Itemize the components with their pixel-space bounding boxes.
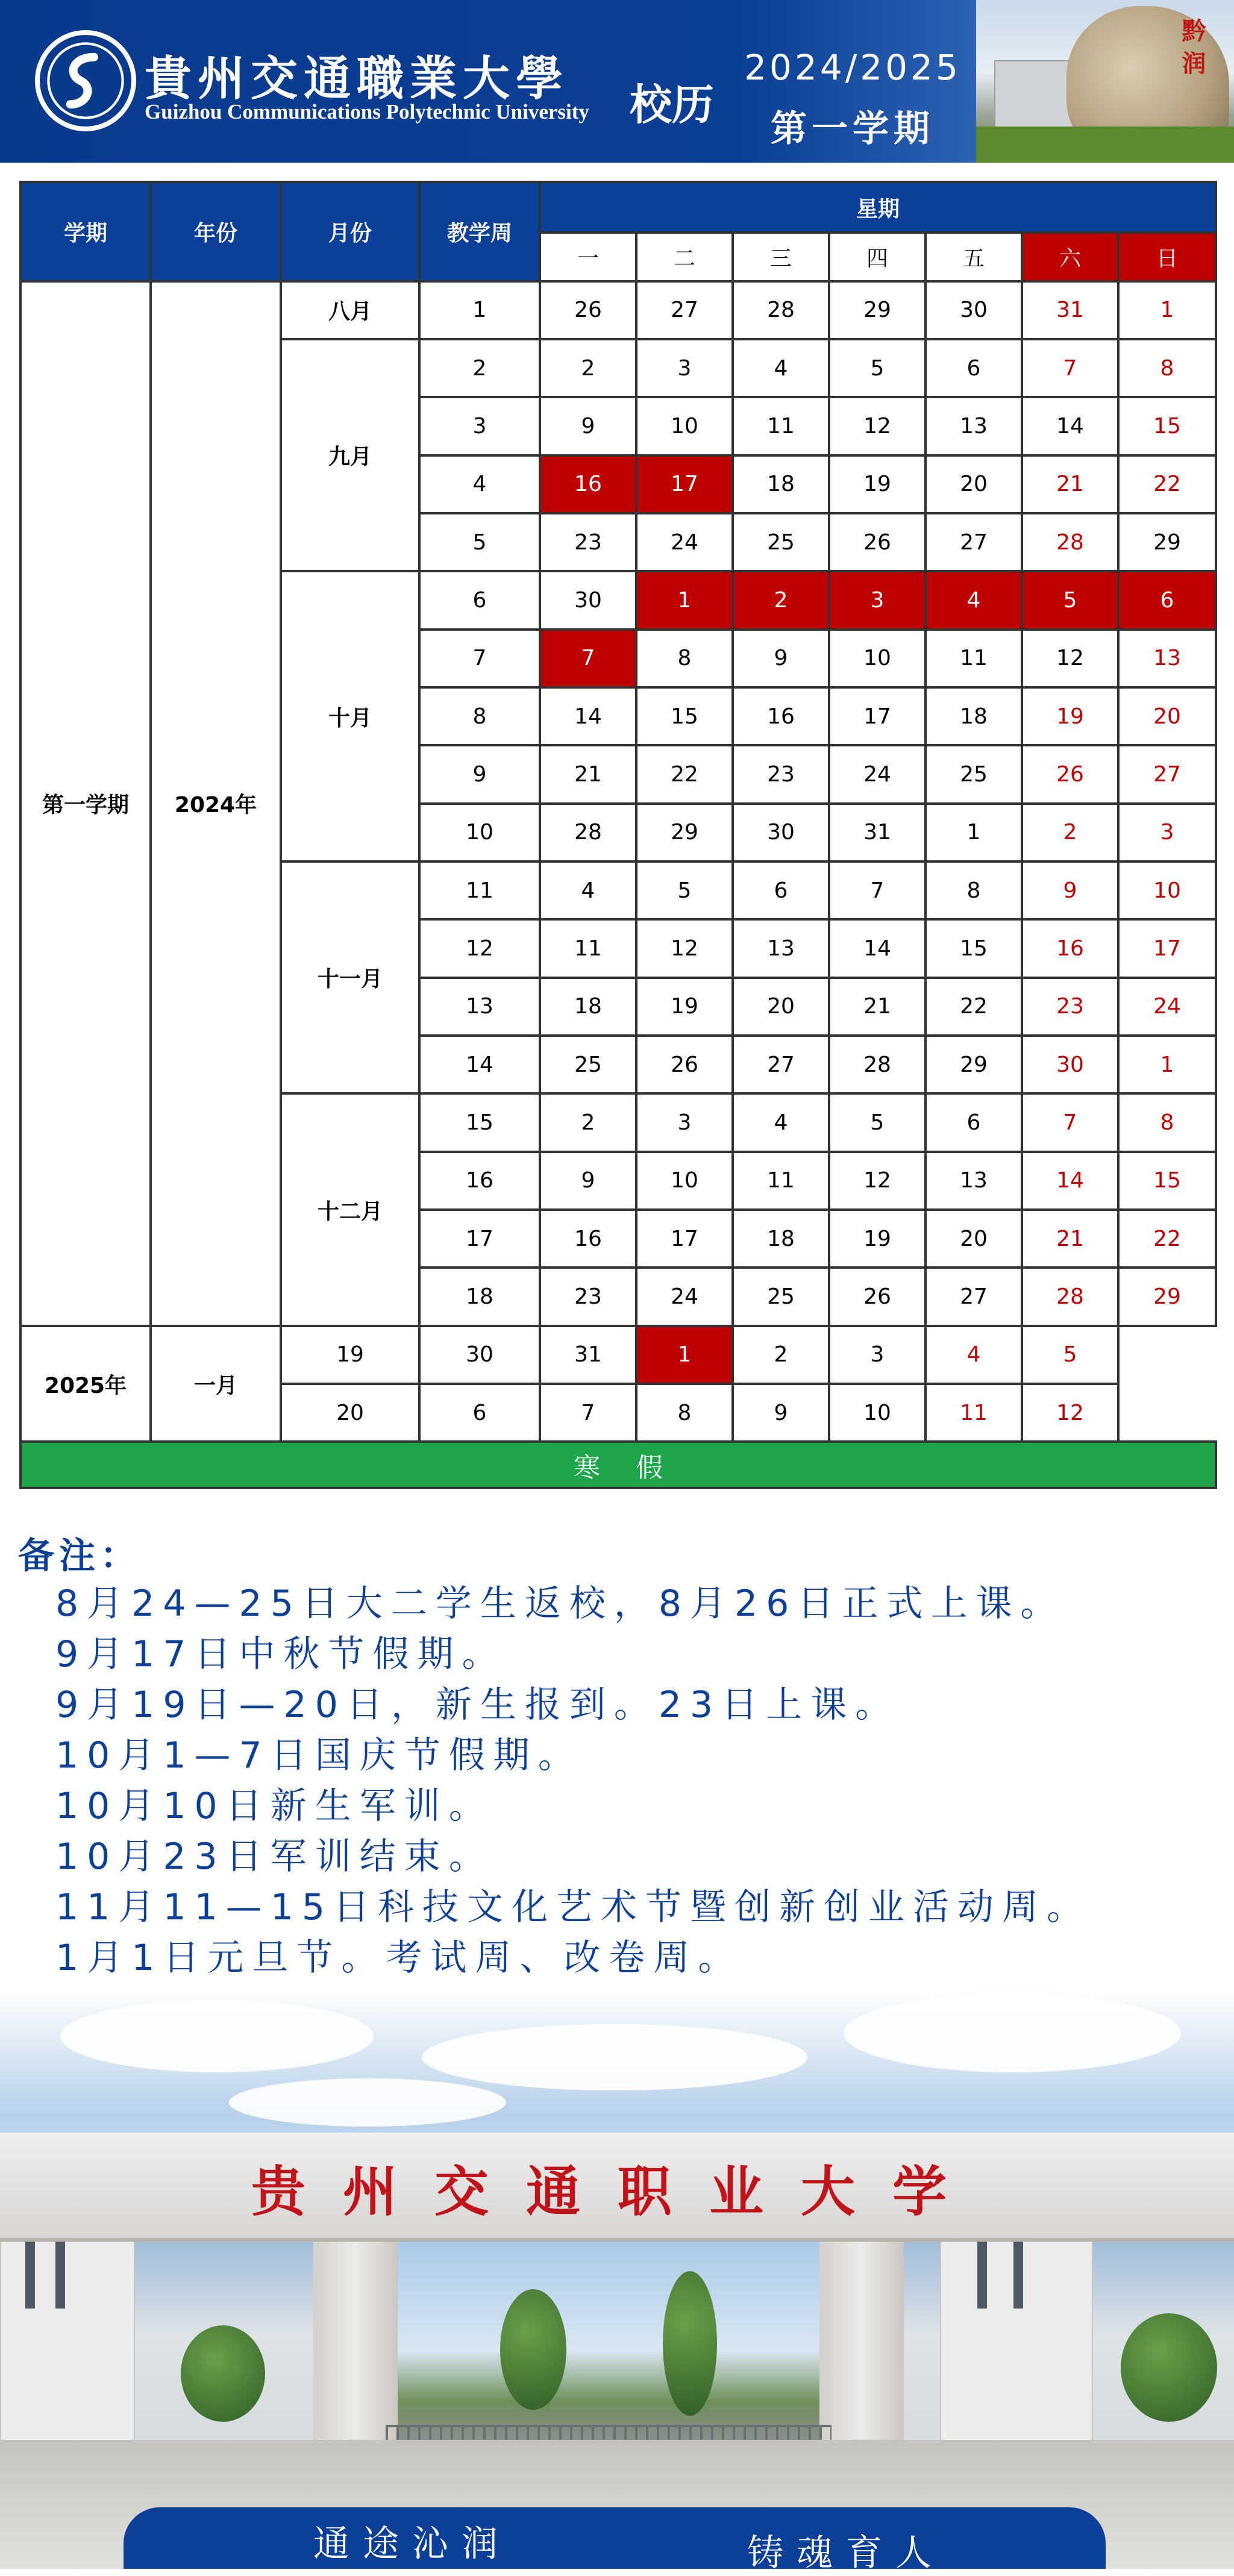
weekend-cell: 7	[1022, 1093, 1118, 1151]
day-cell: 3	[636, 1093, 733, 1151]
day-cell: 12	[829, 1152, 926, 1210]
university-logo-icon	[35, 30, 136, 131]
day-cell: 5	[829, 339, 926, 397]
week-row	[20, 1326, 1216, 1384]
week-number: 9	[419, 745, 540, 803]
day-cell: 27	[926, 1268, 1022, 1325]
holiday-cell: 2	[733, 571, 829, 629]
day-cell: 6	[926, 1093, 1022, 1151]
day-cell: 30	[419, 1326, 540, 1384]
term-cell: 第一学期	[20, 281, 151, 1326]
holiday-cell: 17	[636, 455, 733, 513]
weekend-cell: 19	[1022, 687, 1118, 745]
day-cell: 15	[636, 687, 733, 745]
week-number: 12	[419, 919, 540, 977]
month-cell-nov: 十一月	[281, 861, 419, 1093]
day-cell: 20	[926, 1210, 1022, 1268]
week-number: 2	[419, 339, 540, 397]
day-cell: 14	[540, 687, 636, 745]
motto-right: 铸魂育人	[747, 2532, 945, 2574]
weekend-cell: 11	[926, 1384, 1022, 1442]
day-cell: 1	[926, 804, 1022, 861]
weekend-cell: 29	[1118, 1268, 1216, 1325]
holiday-cell: 1	[636, 1326, 733, 1384]
day-cell: 14	[829, 919, 926, 977]
day-cell: 12	[636, 919, 733, 977]
header-weekday: 五	[926, 233, 1022, 281]
day-cell: 24	[636, 1268, 733, 1325]
day-cell: 29	[829, 281, 926, 339]
weekend-cell: 26	[1022, 745, 1118, 803]
day-cell: 16	[540, 1210, 636, 1268]
day-cell: 12	[1022, 630, 1118, 687]
note-item: 9月17日中秋节假期。	[55, 1633, 507, 1675]
week-number: 15	[419, 1093, 540, 1151]
day-cell: 22	[926, 978, 1022, 1036]
week-number: 8	[419, 687, 540, 745]
motto-left: 通途沁润	[313, 2523, 511, 2565]
day-cell: 29	[926, 1036, 1022, 1093]
header-week: 教学周	[419, 182, 540, 281]
weekend-cell: 28	[1022, 1268, 1118, 1325]
weekend-cell: 15	[1118, 397, 1216, 455]
day-cell: 5	[636, 861, 733, 919]
day-cell: 8	[636, 630, 733, 687]
motto-banner	[124, 2507, 1106, 2569]
day-cell: 13	[926, 1152, 1022, 1210]
building-window	[25, 2236, 35, 2309]
month-cell-jan: 一月	[151, 1326, 281, 1442]
gate-pillar-right	[819, 2238, 904, 2443]
day-cell: 9	[733, 630, 829, 687]
day-cell: 25	[540, 1036, 636, 1093]
cloud	[844, 1994, 1181, 2072]
week-number: 17	[419, 1210, 540, 1268]
note-item: 11月11—15日科技文化艺术节暨创新创业活动周。	[55, 1886, 1092, 1928]
day-cell: 11	[540, 919, 636, 977]
weekend-cell: 16	[1022, 919, 1118, 977]
day-cell: 14	[1022, 397, 1118, 455]
day-cell: 2	[540, 339, 636, 397]
day-cell: 23	[540, 513, 636, 571]
weekend-cell: 15	[1118, 1152, 1216, 1210]
week-number: 6	[419, 571, 540, 629]
tree	[181, 2325, 265, 2422]
weekend-cell: 24	[1118, 978, 1216, 1036]
note-item: 9月19日—20日，新生报到。23日上课。	[55, 1684, 900, 1726]
winter-break-row: 寒假	[20, 1442, 1216, 1488]
header-weekday: 一	[540, 233, 636, 281]
year-cell-2024: 2024年	[151, 281, 281, 1326]
month-cell-aug: 八月	[281, 281, 419, 339]
week-number: 20	[281, 1384, 419, 1442]
gate-inner-view	[398, 2238, 819, 2443]
day-cell: 30	[926, 281, 1022, 339]
holiday-cell: 7	[540, 630, 636, 687]
campus-rock-photo	[976, 0, 1234, 163]
day-cell: 27	[926, 513, 1022, 571]
note-item: 10月1—7日国庆节假期。	[55, 1734, 583, 1777]
day-cell: 30	[733, 804, 829, 861]
day-cell: 18	[540, 978, 636, 1036]
day-cell: 4	[733, 339, 829, 397]
day-cell: 25	[733, 1268, 829, 1325]
cloud	[60, 2000, 374, 2072]
holiday-cell: 16	[540, 455, 636, 513]
term-label: 第一学期	[771, 108, 935, 150]
cloud	[422, 2024, 807, 2090]
note-item: 8月24—25日大二学生返校，8月26日正式上课。	[55, 1583, 1065, 1625]
school-name-en: Guizhou Communications Polytechnic University	[145, 100, 589, 123]
day-cell: 26	[636, 1036, 733, 1093]
week-number: 13	[419, 978, 540, 1036]
building-window	[977, 2236, 987, 2309]
header-year: 年份	[151, 182, 281, 281]
header-weekday-weekend: 日	[1118, 233, 1216, 281]
day-cell: 13	[733, 919, 829, 977]
day-cell: 27	[733, 1036, 829, 1093]
weekend-cell: 31	[1022, 281, 1118, 339]
week-number: 18	[419, 1268, 540, 1325]
day-cell: 31	[540, 1326, 636, 1384]
week-number: 4	[419, 455, 540, 513]
weekend-cell: 8	[1118, 339, 1216, 397]
weekend-cell: 2	[1022, 804, 1118, 861]
month-cell-dec: 十二月	[281, 1093, 419, 1325]
week-number: 19	[281, 1326, 419, 1384]
header-term: 学期	[20, 182, 151, 281]
day-cell: 3	[829, 1326, 926, 1384]
weekend-cell: 5	[1022, 1326, 1118, 1384]
weekend-cell: 22	[1118, 1210, 1216, 1268]
header-weekday: 二	[636, 233, 733, 281]
day-cell: 26	[829, 513, 926, 571]
day-cell: 25	[926, 745, 1022, 803]
week-number: 1	[419, 281, 540, 339]
day-cell: 18	[733, 1210, 829, 1268]
weekend-cell: 10	[1118, 861, 1216, 919]
day-cell: 20	[926, 455, 1022, 513]
day-cell: 23	[540, 1268, 636, 1325]
school-name-cn: 貴州交通職業大學	[145, 51, 569, 106]
week-number: 14	[419, 1036, 540, 1093]
day-cell: 15	[926, 919, 1022, 977]
year-cell-2025: 2025年	[20, 1326, 151, 1442]
day-cell: 22	[636, 745, 733, 803]
day-cell: 18	[926, 687, 1022, 745]
day-cell: 19	[829, 455, 926, 513]
calendar-label: 校历	[630, 80, 714, 130]
day-cell: 29	[1118, 513, 1216, 571]
day-cell: 7	[829, 861, 926, 919]
week-number: 5	[419, 513, 540, 571]
gate-inscription: 贵州交通职业大学	[251, 2160, 984, 2224]
weekend-cell: 22	[1118, 455, 1216, 513]
day-cell: 20	[733, 978, 829, 1036]
day-cell: 24	[636, 513, 733, 571]
day-cell: 2	[540, 1093, 636, 1151]
weekend-cell: 3	[1118, 804, 1216, 861]
day-cell: 21	[540, 745, 636, 803]
holiday-cell: 6	[1118, 571, 1216, 629]
gate-pillar-left	[313, 2238, 398, 2443]
academic-year: 2024/2025	[744, 47, 961, 88]
weekend-cell: 27	[1118, 745, 1216, 803]
holiday-cell: 4	[926, 571, 1022, 629]
week-number: 7	[419, 630, 540, 687]
day-cell: 9	[540, 1152, 636, 1210]
day-cell: 9	[733, 1384, 829, 1442]
weekend-cell: 8	[1118, 1093, 1216, 1151]
month-cell-oct: 十月	[281, 571, 419, 861]
day-cell: 10	[829, 1384, 926, 1442]
day-cell: 8	[926, 861, 1022, 919]
photo-grass	[976, 127, 1234, 163]
header-weekday: 四	[829, 233, 926, 281]
header-weekday-weekend: 六	[1022, 233, 1118, 281]
day-cell: 17	[636, 1210, 733, 1268]
header-month: 月份	[281, 182, 419, 281]
day-cell: 4	[733, 1093, 829, 1151]
weekend-cell: 14	[1022, 1152, 1118, 1210]
day-cell: 18	[733, 455, 829, 513]
day-cell: 6	[419, 1384, 540, 1442]
weekend-cell: 1	[1118, 1036, 1216, 1093]
photo-building	[994, 60, 1075, 129]
day-cell: 16	[733, 687, 829, 745]
day-cell: 31	[829, 804, 926, 861]
day-cell: 4	[540, 861, 636, 919]
weekend-cell: 9	[1022, 861, 1118, 919]
day-cell: 6	[926, 339, 1022, 397]
weekend-cell: 21	[1022, 455, 1118, 513]
day-cell: 26	[829, 1268, 926, 1325]
day-cell: 17	[829, 687, 926, 745]
day-cell: 29	[636, 804, 733, 861]
day-cell: 10	[829, 630, 926, 687]
day-cell: 27	[636, 281, 733, 339]
day-cell: 19	[829, 1210, 926, 1268]
building-window	[55, 2236, 65, 2309]
weekend-cell: 1	[1118, 281, 1216, 339]
day-cell: 3	[636, 339, 733, 397]
header-banner	[0, 0, 1234, 163]
day-cell: 28	[829, 1036, 926, 1093]
day-cell: 5	[829, 1093, 926, 1151]
day-cell: 7	[540, 1384, 636, 1442]
tree	[500, 2289, 566, 2410]
note-item: 1月1日元旦节。考试周、改卷周。	[55, 1937, 743, 1979]
week-number: 10	[419, 804, 540, 861]
day-cell: 9	[540, 397, 636, 455]
weekend-cell: 28	[1022, 513, 1118, 571]
header-weekday-group: 星期	[540, 182, 1216, 233]
tree	[663, 2271, 717, 2416]
day-cell: 12	[829, 397, 926, 455]
day-cell: 11	[733, 1152, 829, 1210]
day-cell: 23	[733, 745, 829, 803]
rock-inscription: 黔 润	[1178, 18, 1206, 75]
weekend-cell: 12	[1022, 1384, 1118, 1442]
day-cell: 25	[733, 513, 829, 571]
day-cell: 2	[733, 1326, 829, 1384]
calendar-table	[19, 181, 1217, 1489]
day-cell: 8	[636, 1384, 733, 1442]
day-cell: 10	[636, 1152, 733, 1210]
day-cell: 26	[540, 281, 636, 339]
day-cell: 11	[733, 397, 829, 455]
day-cell: 28	[733, 281, 829, 339]
cloud	[229, 2078, 506, 2127]
day-cell: 28	[540, 804, 636, 861]
weekend-cell: 13	[1118, 630, 1216, 687]
campus-gate-photo	[0, 1988, 1234, 2569]
day-cell: 11	[926, 630, 1022, 687]
month-cell-sep: 九月	[281, 339, 419, 571]
holiday-cell: 3	[829, 571, 926, 629]
note-item: 10月10日新生军训。	[55, 1785, 493, 1827]
day-cell: 19	[636, 978, 733, 1036]
header-weekday: 三	[733, 233, 829, 281]
weekend-cell: 21	[1022, 1210, 1118, 1268]
week-number: 3	[419, 397, 540, 455]
week-row	[20, 281, 1216, 339]
weekend-cell: 20	[1118, 687, 1216, 745]
day-cell: 30	[540, 571, 636, 629]
day-cell: 6	[733, 861, 829, 919]
week-number: 16	[419, 1152, 540, 1210]
tree	[1121, 2313, 1217, 2422]
day-cell: 24	[829, 745, 926, 803]
week-number: 11	[419, 861, 540, 919]
weekend-cell: 17	[1118, 919, 1216, 977]
weekend-cell: 7	[1022, 339, 1118, 397]
day-cell: 13	[926, 397, 1022, 455]
holiday-cell: 1	[636, 571, 733, 629]
notes-list	[55, 1578, 1218, 2034]
weekend-cell: 4	[926, 1326, 1022, 1384]
building-window	[1013, 2236, 1023, 2309]
holiday-cell: 5	[1022, 571, 1118, 629]
day-cell: 21	[829, 978, 926, 1036]
day-cell: 10	[636, 397, 733, 455]
weekend-cell: 30	[1022, 1036, 1118, 1093]
notes-title: 备注：	[18, 1535, 141, 1577]
weekend-cell: 23	[1022, 978, 1118, 1036]
note-item: 10月23日军训结束。	[55, 1836, 493, 1878]
